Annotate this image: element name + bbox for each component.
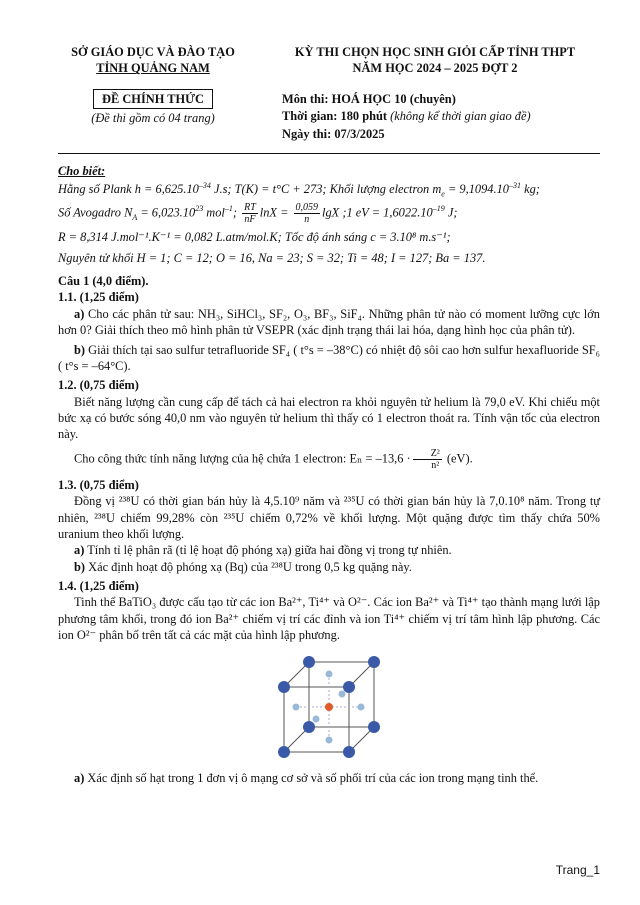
exam-info [270, 91, 600, 144]
divider [58, 153, 600, 154]
section-1-1b: b) Giải thích tại sao sulfur tetrafluoride SF₄ ( t°s = –38°C) có nhiệt độ sôi cao hơn sulfur hexafluoride SF₆ ( t°s = –64°C). [58, 342, 600, 373]
section-1-4a: Tinh thể BaTiO₃ được cấu tạo từ các ion Ba²⁺, Ti⁴⁺ và O²⁻. Các ion Ba²⁺ và Ti⁴⁺ tạo thành mạng lưới lập phương tâm khối, trong đó ion Ba²⁺ chiếm vị trí các đỉnh và ion Ti⁴⁺ chiếm vị trí tâm hình lập phương. Các ion O²⁻ phân bố trên tất cả các mặt của hình lập phương. [58, 595, 600, 643]
section-1-4b: a) Xác định số hạt trong 1 đơn vị ô mạng cơ sở và số phối trí của các ion trong mạng tinh thể. [74, 770, 539, 785]
header [58, 44, 600, 144]
ti-ion [325, 703, 333, 711]
section-1-1-title: 1.1. (1,25 điểm) [58, 290, 139, 305]
section-1-3c: b) Xác định hoạt độ phóng xạ (Bq) của ²³⁸U trong 0,5 kg quặng này. [74, 559, 412, 574]
time-note: (không kể thời gian giao đề) [390, 109, 531, 124]
constants-line3: R = 8,314 J.mol⁻¹.K⁻¹ = 0,082 L.atm/mol.K; Tốc độ ánh sáng c = 3.10⁸ m.s⁻¹; [58, 229, 451, 244]
question-1-title: Câu 1 (4,0 điểm). [58, 274, 149, 289]
section-1-3b: a) Tính tỉ lệ phân rã (tỉ lệ hoạt độ phóng xạ) giữa hai đồng vị trong tự nhiên. [74, 543, 452, 558]
section-1-1a: a) Cho các phân tử sau: NH₃, SiHCl₃, SF₂, O₃, BF₃, SiF₄. Những phân tử nào có moment lưỡng cực lớn hơn 0? Giải thích theo mô hình phân tử VSEPR (xác định trạng thái lai hóa, dạng hình học của phân tử). [58, 306, 600, 338]
section-1-4-title: 1.4. (1,25 điểm) [58, 579, 139, 594]
given-section [58, 162, 600, 268]
subject: Môn thi: HOÁ HỌC 10 (chuyên) [282, 91, 456, 106]
unit-cell-diagram [269, 652, 389, 762]
dept-line2: TỈNH QUẢNG NAM [96, 61, 210, 76]
perovskite-cell-figure [58, 652, 600, 766]
exam-line1: KỲ THI CHỌN HỌC SINH GIỎI CẤP TỈNH THPT [294, 45, 576, 59]
rt-frac: $\frac{RT}{nF}$ [244, 201, 256, 225]
exam-date: Ngày thi: 07/3/2025 [282, 126, 385, 141]
section-1-3a: Đồng vị ²³⁸U có thời gian bán hủy là 4,5.10⁹ năm và ²³⁵U có thời gian bán hủy là 7,0.10⁸ năm. Trong tự nhiên, ²³⁸U chiếm 99,28% còn ²³⁵U chiếm 0,72% về khối lượng. Một quặng được tìm thấy chứa 50% uranium theo khối lượng. [58, 494, 600, 541]
time-line: Thời gian: 180 phút (không kể thời gian giao đề) [282, 109, 531, 124]
exam-page [58, 44, 600, 786]
energy-frac: $\frac{\text{Z²}}{\text{n²}}$ [413, 448, 442, 471]
official-badge: ĐỀ CHÍNH THỨC [93, 89, 213, 109]
given-title: Cho biết: [58, 163, 106, 178]
header-right [270, 44, 600, 144]
constants-line2: Số Avogadro $N_A = 6,023.10^{23}$ mol$^{-1}$; $\frac{RT}{nF}$ lnX = $\frac{0,059}{n}$ lgX ;1 eV = $1,6022.10^{-19}$ J; [58, 201, 458, 225]
section-1-2a: Biết năng lượng cần cung cấp để tách cả hai electron ra khỏi nguyên tử helium là 79,0 eV. Khi chiếu một bức xạ có bước sóng 40,0 nm vào nguyên tử helium thì thấy có 1 electron thoát ra. Tính vận tốc của electron này. [58, 394, 600, 442]
exam-line2: NĂM HỌC 2024 – 2025 ĐỢT 2 [352, 61, 518, 76]
page-number: Trang_1 [555, 863, 600, 878]
section-1-3-title: 1.3. (0,75 điểm) [58, 477, 139, 492]
header-left [58, 44, 248, 144]
atomic-masses: Nguyên tử khối H = 1; C = 12; O = 16, Na = 23; S = 32; Ti = 48; I = 127; Ba = 137. [58, 251, 486, 266]
constants-line1: Hằng số Plank $h = 6,625.10^{-34}$ J.s; T(K) = t°C + 273; Khối lượng electron $m_e = 9,1094.10^{-31}$ kg; [58, 181, 540, 199]
pages-note: (Đề thi gồm có 04 trang) [91, 111, 215, 126]
dept-line1: SỞ GIÁO DỤC VÀ ĐÀO TẠO [71, 45, 235, 59]
nernst-frac: $\frac{0,059}{n}$ [295, 201, 319, 225]
section-1-2-formula: Cho công thức tính năng lượng của hệ chứa 1 electron: Eₙ = –13,6 · $\frac{\text{Z²}}{\text{n²}}$ (eV). [74, 447, 473, 471]
section-1-2-title: 1.2. (0,75 điểm) [58, 378, 139, 393]
